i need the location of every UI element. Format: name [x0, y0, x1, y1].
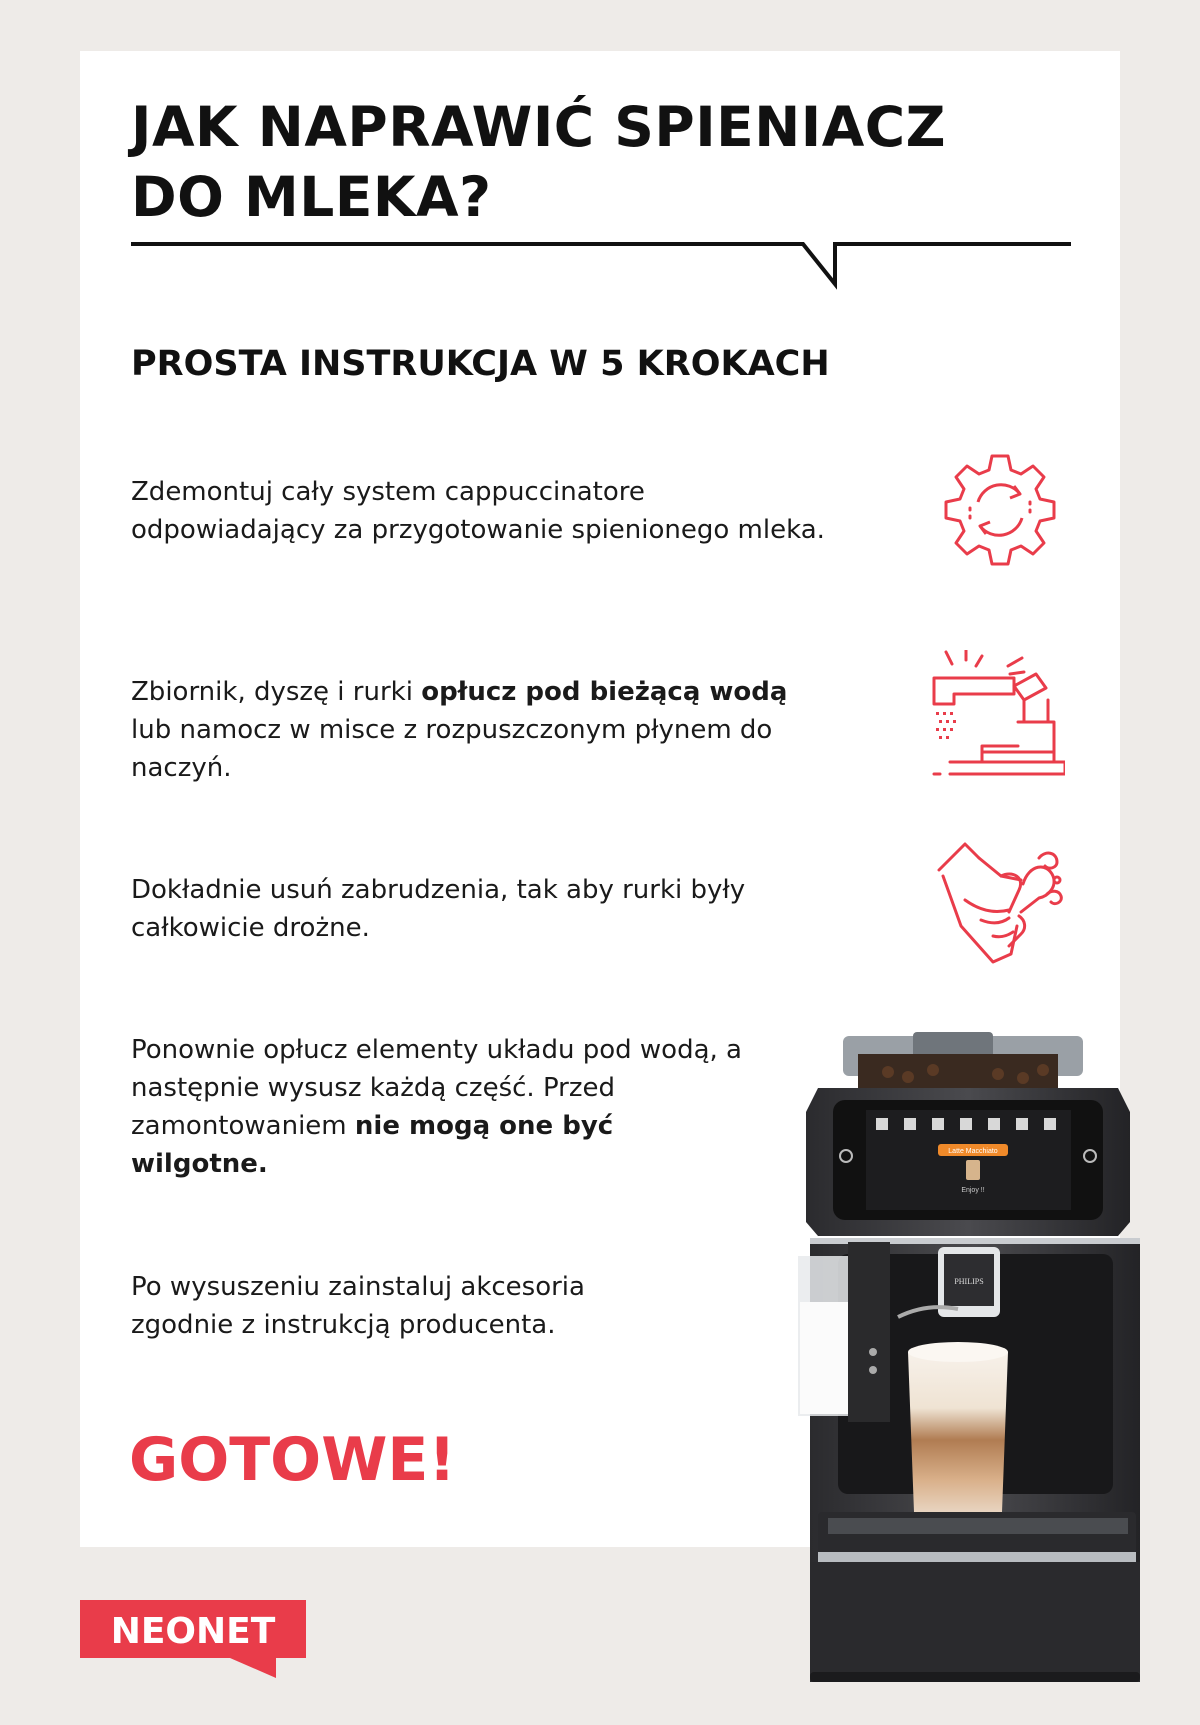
step-4-text [131, 1031, 751, 1183]
step-4-bold: nie mogą one być wilgotne. [131, 1111, 614, 1179]
machine-screen-status: Enjoy !! [961, 1187, 985, 1194]
step-2-bold: opłucz pod bieżącą wodą [421, 677, 788, 707]
step-5-text [131, 1268, 691, 1344]
title-line-1: JAK NAPRAWIĆ SPIENIACZ [131, 95, 947, 159]
coffee-machine-image [798, 1032, 1163, 1712]
subtitle: PROSTA INSTRUKCJA W 5 KROKACH [131, 344, 830, 384]
neonet-logo-text: NEONET [110, 1611, 276, 1652]
title-line-2: DO MLEKA? [131, 165, 492, 229]
step-1-content: Zdemontuj cały system cappuccinatore odpowiadający za przygotowanie spienionego mleka. [131, 477, 825, 545]
step-2-pre: Zbiornik, dyszę i rurki [131, 677, 422, 707]
faucet-icon [930, 650, 1065, 785]
step-1-text [131, 473, 831, 549]
step-2-text [131, 673, 831, 787]
step-3-text [131, 871, 831, 947]
machine-screen-button: Latte Macchiato [948, 1148, 998, 1155]
machine-brand: PHILIPS [954, 1277, 984, 1286]
neonet-logo [80, 1600, 310, 1680]
step-2-post: lub namocz w misce z rozpuszczonym płynem do naczyń. [131, 715, 773, 783]
step-3-content: Dokładnie usuń zabrudzenia, tak aby rurki były całkowicie drożne. [131, 875, 746, 943]
page-title [131, 92, 1081, 232]
speech-bubble-divider [131, 236, 1076, 292]
scrubbing-hand-icon [935, 840, 1075, 980]
done-headline: GOTOWE! [129, 1425, 456, 1495]
step-4-pre: Ponownie opłucz elementy układu pod wodą, a następnie wysusz każdą część. Przed zamontowaniem [131, 1035, 742, 1141]
step-5-content: Po wysuszeniu zainstaluj akcesoria zgodnie z instrukcją producenta. [131, 1272, 585, 1340]
gear-refresh-icon [940, 450, 1060, 570]
